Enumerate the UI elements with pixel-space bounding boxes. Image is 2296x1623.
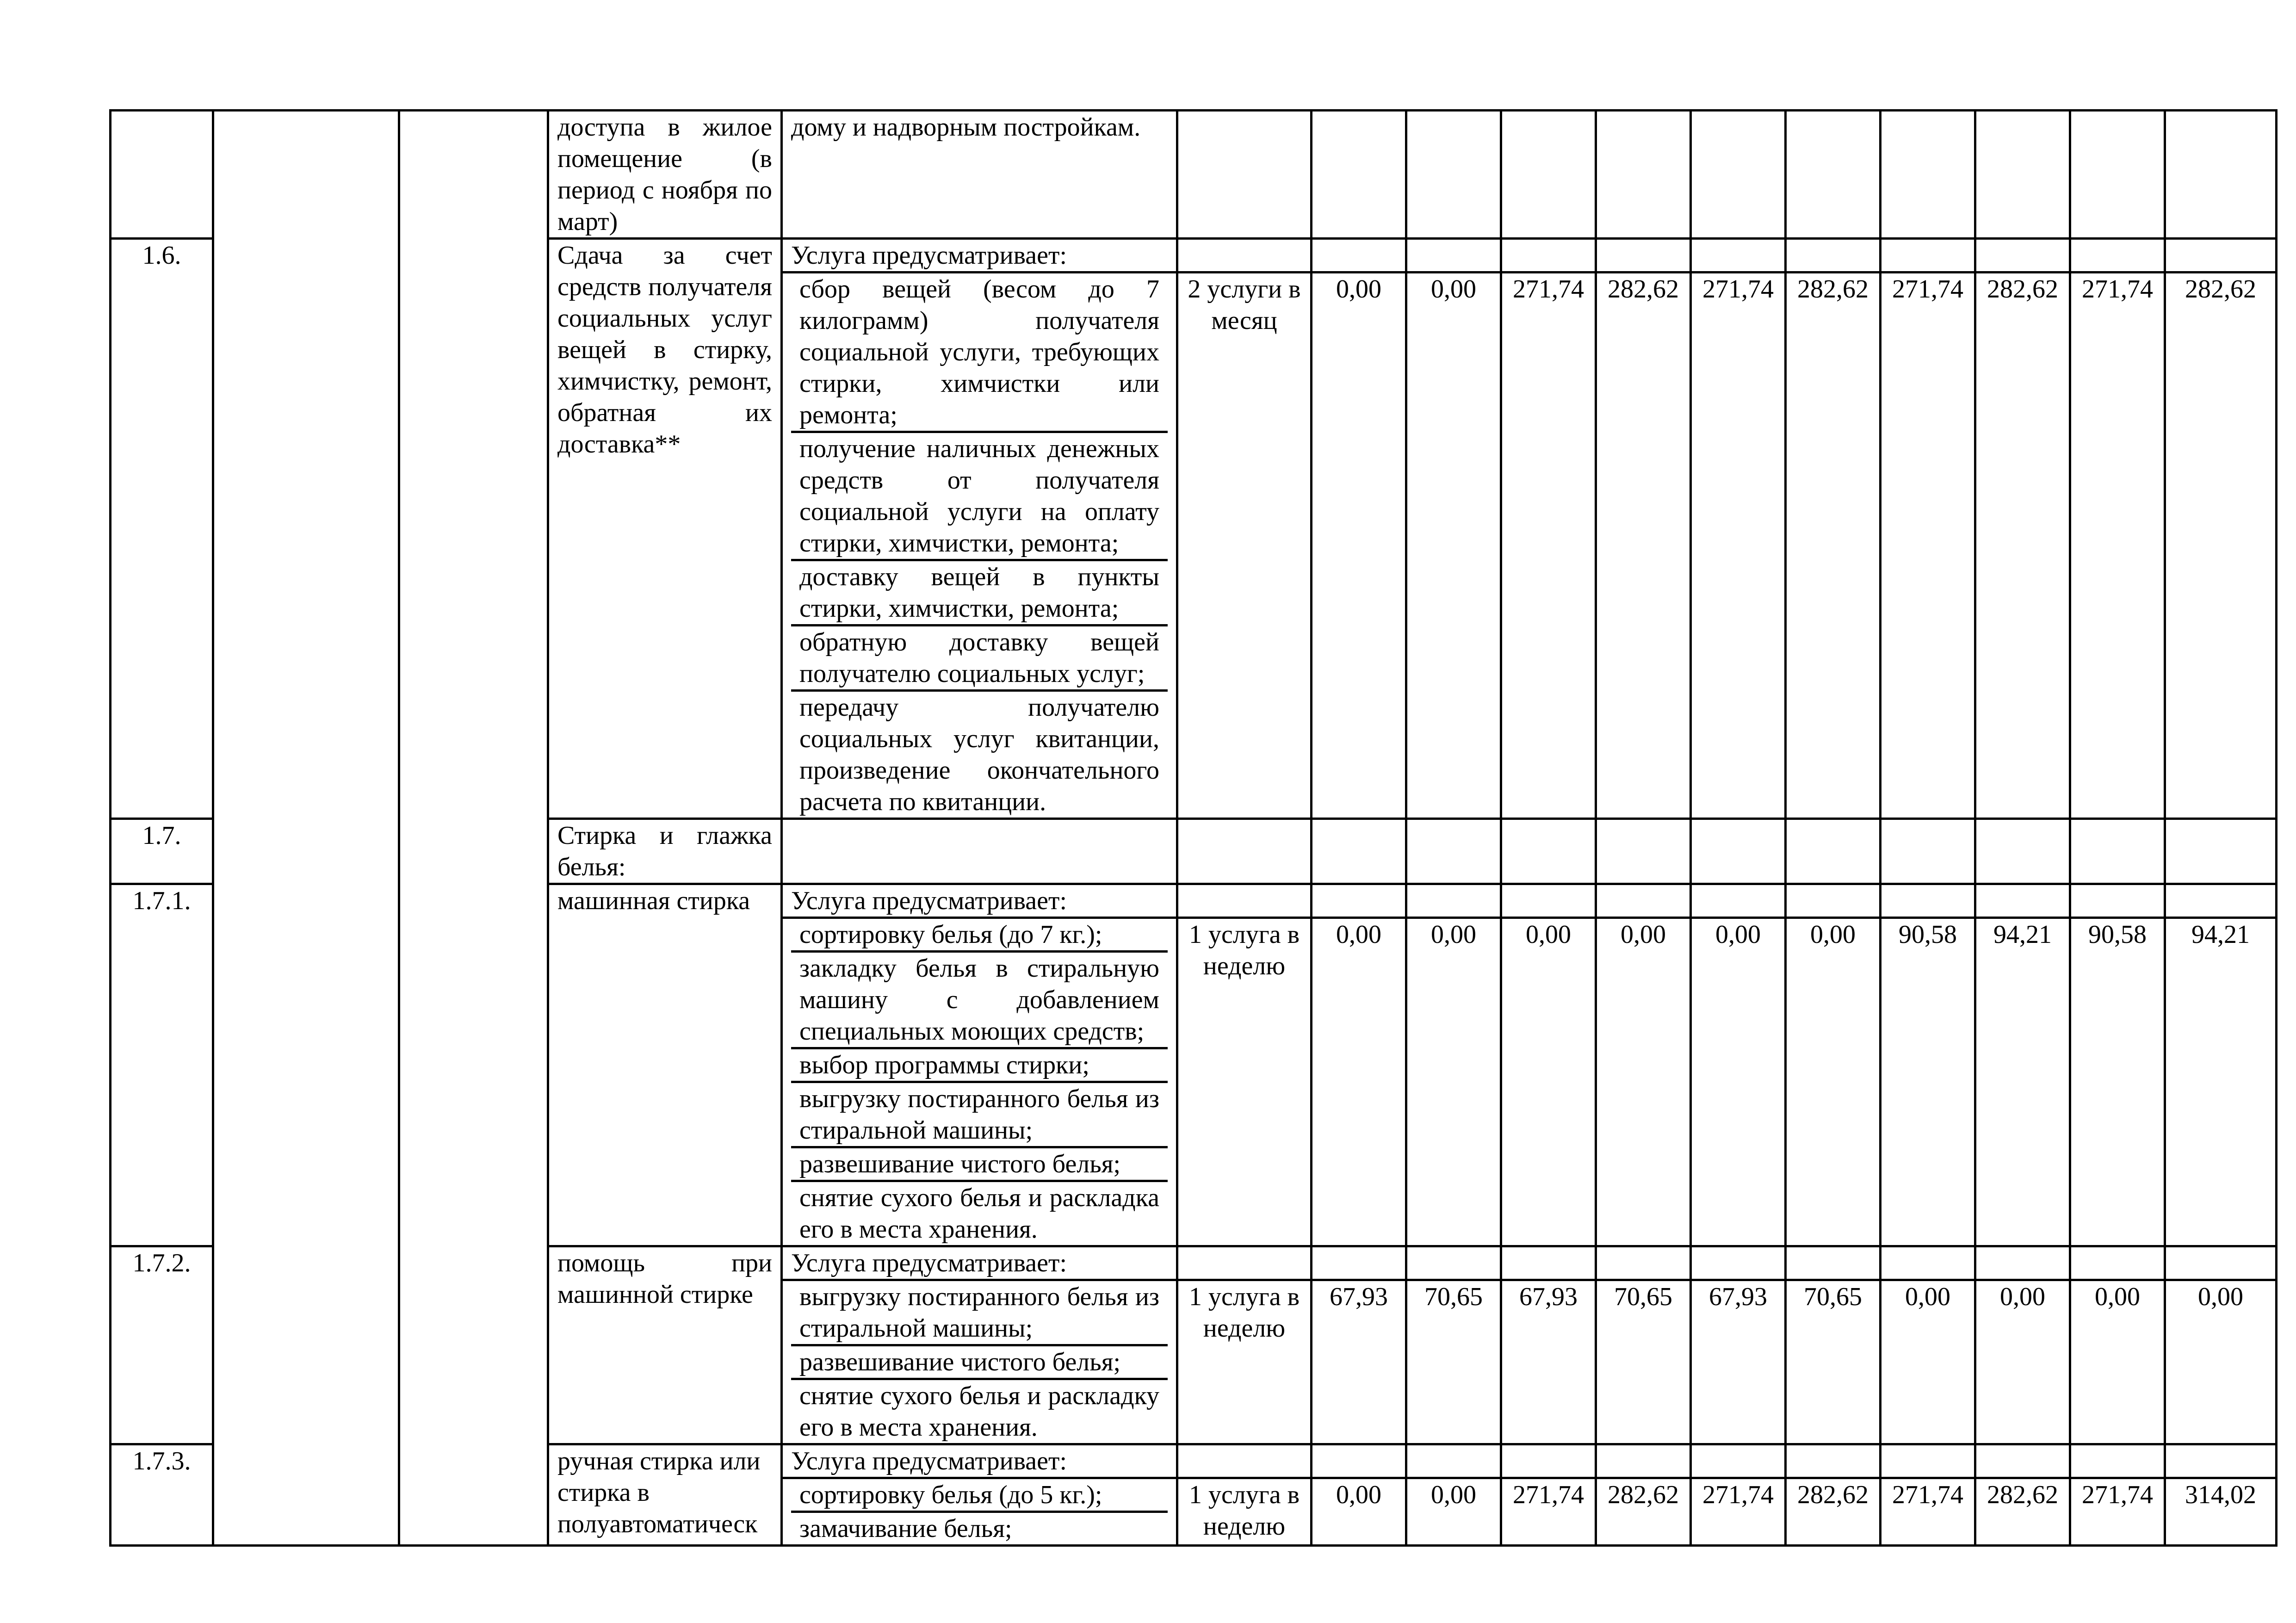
value-cell: 271,74	[1881, 1478, 1975, 1546]
value-cell: 0,00	[1406, 918, 1501, 1246]
merged-col-3	[399, 111, 548, 1546]
value-cell: 0,00	[1312, 273, 1406, 819]
value-cell: 0,00	[1312, 1478, 1406, 1546]
service-header: Услуга предусматривает:	[782, 884, 1177, 918]
service-name: помощь при машинной стирке	[548, 1246, 782, 1444]
service-item: сбор вещей (весом до 7 килограмм) получателя социальной услуги, требующих стирки, химчистки или ремонта;	[799, 275, 1159, 429]
value-cell: 0,00	[1881, 1280, 1975, 1444]
row-number-cell	[111, 111, 213, 239]
service-header: Услуга предусматривает:	[782, 1246, 1177, 1280]
service-name: Стирка и глажка белья:	[548, 819, 782, 884]
value-cell: 67,93	[1691, 1280, 1786, 1444]
service-item: выгрузку постиранного белья из стиральной машины;	[791, 1081, 1168, 1146]
service-header: Услуга предусматривает:	[782, 1444, 1177, 1478]
row-number: 1.6.	[111, 239, 213, 819]
service-items	[782, 1280, 1177, 1444]
service-frequency: 2 услуги в месяц	[1177, 273, 1312, 819]
service-item: развешивание чистого белья;	[791, 1344, 1168, 1378]
service-items	[782, 918, 1177, 1246]
service-items	[782, 1478, 1177, 1546]
value-cell: 271,74	[1881, 273, 1975, 819]
service-item: снятие сухого белья и раскладку его в места хранения.	[791, 1378, 1168, 1443]
value-cell: 67,93	[1312, 1280, 1406, 1444]
service-item: выбор программы стирки;	[791, 1047, 1168, 1081]
merged-col-2	[213, 111, 399, 1546]
value-cell: 0,00	[2165, 1280, 2277, 1444]
service-name: Сдача за счет средств получателя социальных услуг вещей в стирку, химчистку, ремонт, обратная их доставка**	[548, 239, 782, 819]
row-number: 1.7.1.	[111, 884, 213, 1246]
value-cell: 0,00	[1406, 1478, 1501, 1546]
value-cell: 0,00	[1501, 918, 1596, 1246]
value-cell: 0,00	[1596, 918, 1691, 1246]
service-item: передачу получателю социальных услуг квитанции, произведение окончательного расчета по квитанции.	[791, 689, 1168, 818]
value-cell: 282,62	[1596, 1478, 1691, 1546]
service-item: выгрузку постиранного белья из стиральной машины;	[799, 1282, 1159, 1343]
value-cell: 271,74	[1691, 1478, 1786, 1546]
row-number: 1.7.2.	[111, 1246, 213, 1444]
value-cell: 271,74	[1691, 273, 1786, 819]
value-cell: 282,62	[2165, 273, 2277, 819]
value-cell: 94,21	[1975, 918, 2070, 1246]
service-frequency: 1 услуга в неделю	[1177, 1280, 1312, 1444]
value-cell: 282,62	[1786, 273, 1881, 819]
value-cell: 70,65	[1406, 1280, 1501, 1444]
value-cell: 0,00	[2070, 1280, 2165, 1444]
service-name: ручная стирка или стирка в полуавтоматическ	[548, 1444, 782, 1546]
value-cell: 271,74	[2070, 1478, 2165, 1546]
service-item: развешивание чистого белья;	[791, 1146, 1168, 1180]
value-cell: 282,62	[1596, 273, 1691, 819]
service-description: дому и надворным постройкам.	[782, 111, 1177, 239]
service-name: доступа в жилое помещение (в период с ноября по март)	[548, 111, 782, 239]
row-number: 1.7.3.	[111, 1444, 213, 1546]
value-cell: 70,65	[1596, 1280, 1691, 1444]
value-cell: 0,00	[1975, 1280, 2070, 1444]
service-item: доставку вещей в пункты стирки, химчистки, ремонта;	[791, 559, 1168, 624]
value-cell: 0,00	[1312, 918, 1406, 1246]
value-cell: 90,58	[2070, 918, 2165, 1246]
row-number: 1.7.	[111, 819, 213, 884]
value-cell: 271,74	[2070, 273, 2165, 819]
service-item: закладку белья в стиральную машину с добавлением специальных моющих средств;	[791, 950, 1168, 1047]
service-items	[782, 273, 1177, 819]
value-cell: 271,74	[1501, 1478, 1596, 1546]
value-cell: 314,02	[2165, 1478, 2277, 1546]
value-cell: 0,00	[1786, 918, 1881, 1246]
value-cell: 282,62	[1975, 273, 2070, 819]
value-cell: 282,62	[1975, 1478, 2070, 1546]
service-item: обратную доставку вещей получателю социальных услуг;	[791, 624, 1168, 689]
service-frequency: 1 услуга в неделю	[1177, 918, 1312, 1246]
value-cell: 0,00	[1691, 918, 1786, 1246]
service-item: получение наличных денежных средств от получателя социальной услуги на оплату стирки, химчистки, ремонта;	[791, 431, 1168, 559]
services-table	[109, 109, 2277, 1547]
service-item: сортировку белья (до 7 кг.);	[799, 920, 1102, 949]
value-cell: 90,58	[1881, 918, 1975, 1246]
service-item: снятие сухого белья и раскладка его в места хранения.	[791, 1180, 1168, 1245]
table-row-continuation	[111, 111, 2277, 239]
value-cell: 0,00	[1406, 273, 1501, 819]
value-cell: 282,62	[1786, 1478, 1881, 1546]
service-frequency: 1 услуга в неделю	[1177, 1478, 1312, 1546]
service-name: машинная стирка	[548, 884, 782, 1246]
value-cell: 67,93	[1501, 1280, 1596, 1444]
value-cell: 94,21	[2165, 918, 2277, 1246]
value-cell: 70,65	[1786, 1280, 1881, 1444]
service-item: сортировку белья (до 5 кг.);	[799, 1481, 1102, 1509]
value-cell: 271,74	[1501, 273, 1596, 819]
service-header: Услуга предусматривает:	[782, 239, 1177, 273]
service-item: замачивание белья;	[791, 1511, 1168, 1544]
